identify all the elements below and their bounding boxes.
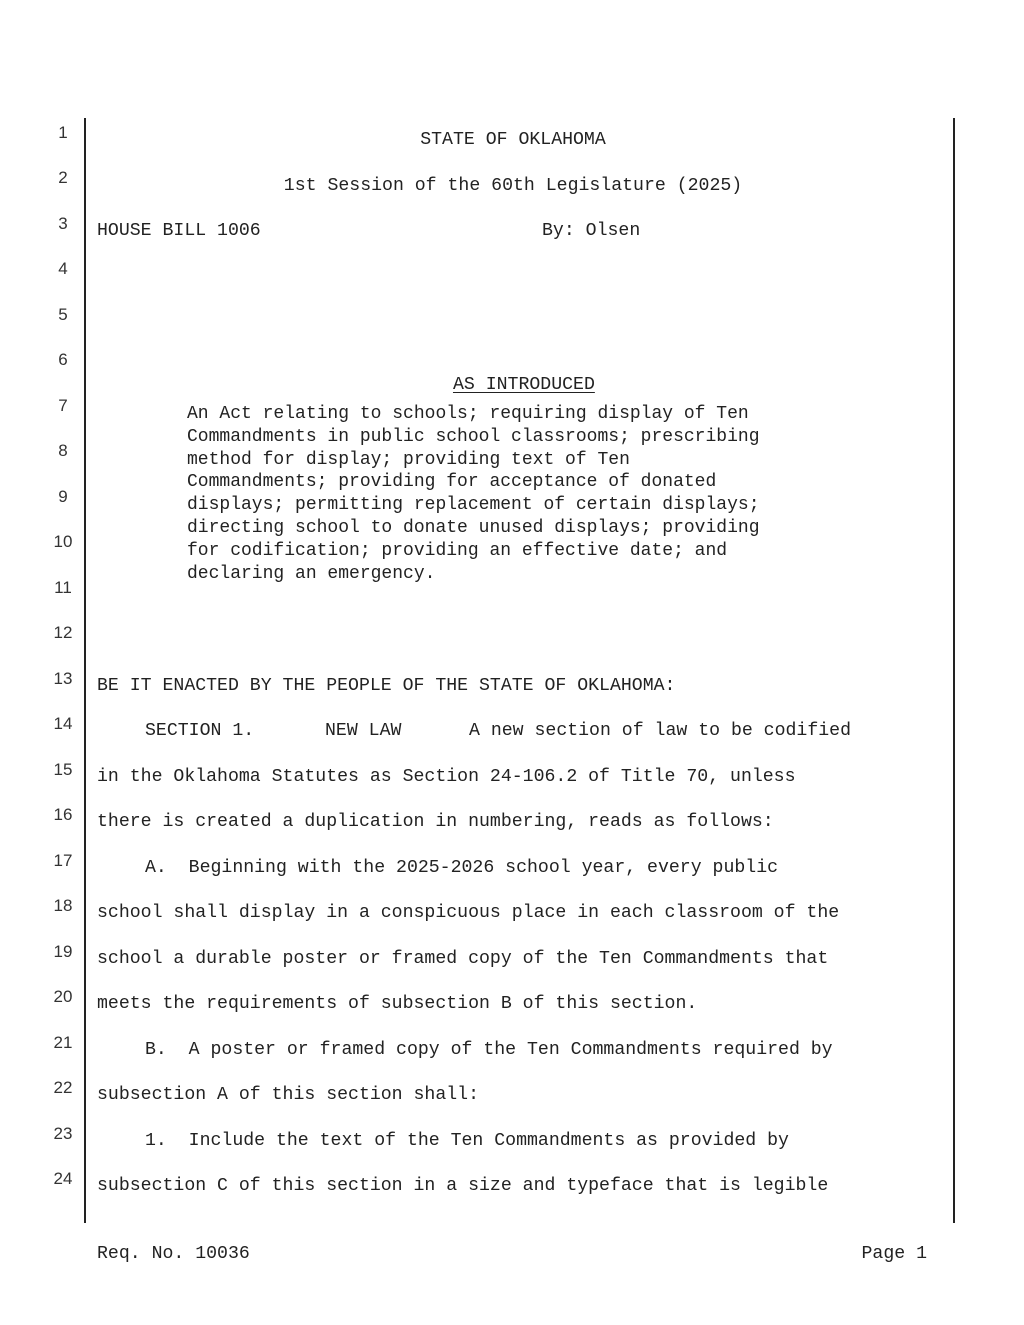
- line-number: 16: [53, 805, 73, 824]
- line-number: 21: [53, 1033, 73, 1052]
- body-line: in the Oklahoma Statutes as Section 24-106.2 of Title 70, unless: [97, 767, 796, 787]
- left-margin-rule: [84, 118, 86, 1223]
- line-number: 6: [58, 350, 68, 369]
- section-type: NEW LAW: [325, 721, 402, 741]
- enacting-clause: BE IT ENACTED BY THE PEOPLE OF THE STATE OF OKLAHOMA:: [97, 676, 676, 696]
- act-title-line: directing school to donate unused displays; providing: [187, 517, 760, 538]
- act-title-line: Commandments in public school classrooms; prescribing: [187, 426, 760, 447]
- act-title-line: Commandments; providing for acceptance of donated: [187, 472, 717, 493]
- bill-number: HOUSE BILL 1006: [97, 221, 261, 241]
- line-number: 9: [58, 487, 68, 506]
- request-number: Req. No. 10036: [97, 1244, 250, 1264]
- line-number: 11: [54, 578, 72, 597]
- right-margin-rule: [953, 118, 955, 1223]
- line-number: 2: [58, 168, 68, 187]
- line-number: 12: [53, 623, 73, 642]
- line-number: 15: [53, 760, 73, 779]
- body-line: subsection A of this section shall:: [97, 1085, 479, 1105]
- line-number: 23: [53, 1124, 73, 1143]
- body-line: there is created a duplication in numbering, reads as follows:: [97, 812, 774, 832]
- act-title-line: method for display; providing text of Ten: [187, 449, 630, 470]
- line-number: 17: [53, 851, 73, 870]
- page-number: Page 1: [861, 1244, 927, 1264]
- body-line: meets the requirements of subsection B of this section.: [97, 994, 698, 1014]
- act-title-line: for codification; providing an effective date; and: [187, 540, 728, 561]
- state-heading: STATE OF OKLAHOMA: [420, 130, 606, 150]
- body-line: subsection C of this section in a size and typeface that is legible: [97, 1176, 829, 1196]
- body-line-paragraph-1: 1. Include the text of the Ten Commandments as provided by: [145, 1131, 789, 1151]
- act-title-line: displays; permitting replacement of certain displays;: [187, 495, 760, 516]
- section-intro: A new section of law to be codified: [469, 721, 851, 741]
- line-number: 20: [53, 987, 73, 1006]
- line-number: 10: [53, 532, 73, 551]
- line-number: 18: [53, 896, 73, 915]
- body-line-subsection-a: A. Beginning with the 2025-2026 school year, every public: [145, 858, 779, 878]
- line-number: 4: [58, 259, 68, 278]
- line-number: 7: [58, 396, 68, 415]
- line-number: 5: [58, 305, 68, 324]
- body-line-subsection-b: B. A poster or framed copy of the Ten Commandments required by: [145, 1040, 833, 1060]
- line-number: 13: [53, 669, 73, 688]
- section-number: SECTION 1.: [145, 721, 255, 741]
- line-number: 3: [58, 214, 68, 233]
- line-number: 8: [58, 441, 68, 460]
- line-number: 14: [53, 714, 73, 733]
- act-title: [187, 403, 847, 585]
- session-heading: 1st Session of the 60th Legislature (2025): [283, 176, 743, 196]
- bill-status: [97, 358, 929, 394]
- act-title-line: An Act relating to schools; requiring display of Ten: [187, 404, 749, 424]
- body-line: school shall display in a conspicuous place in each classroom of the: [97, 903, 840, 923]
- line-number: 1: [58, 123, 68, 142]
- line-number: 22: [53, 1078, 73, 1097]
- line-number: 24: [53, 1169, 73, 1188]
- bill-status-label: AS INTRODUCED: [452, 375, 595, 396]
- body-line: school a durable poster or framed copy of the Ten Commandments that: [97, 949, 829, 969]
- act-title-line: declaring an emergency.: [187, 563, 436, 584]
- line-number: 19: [53, 942, 73, 961]
- bill-author: By: Olsen: [542, 221, 641, 241]
